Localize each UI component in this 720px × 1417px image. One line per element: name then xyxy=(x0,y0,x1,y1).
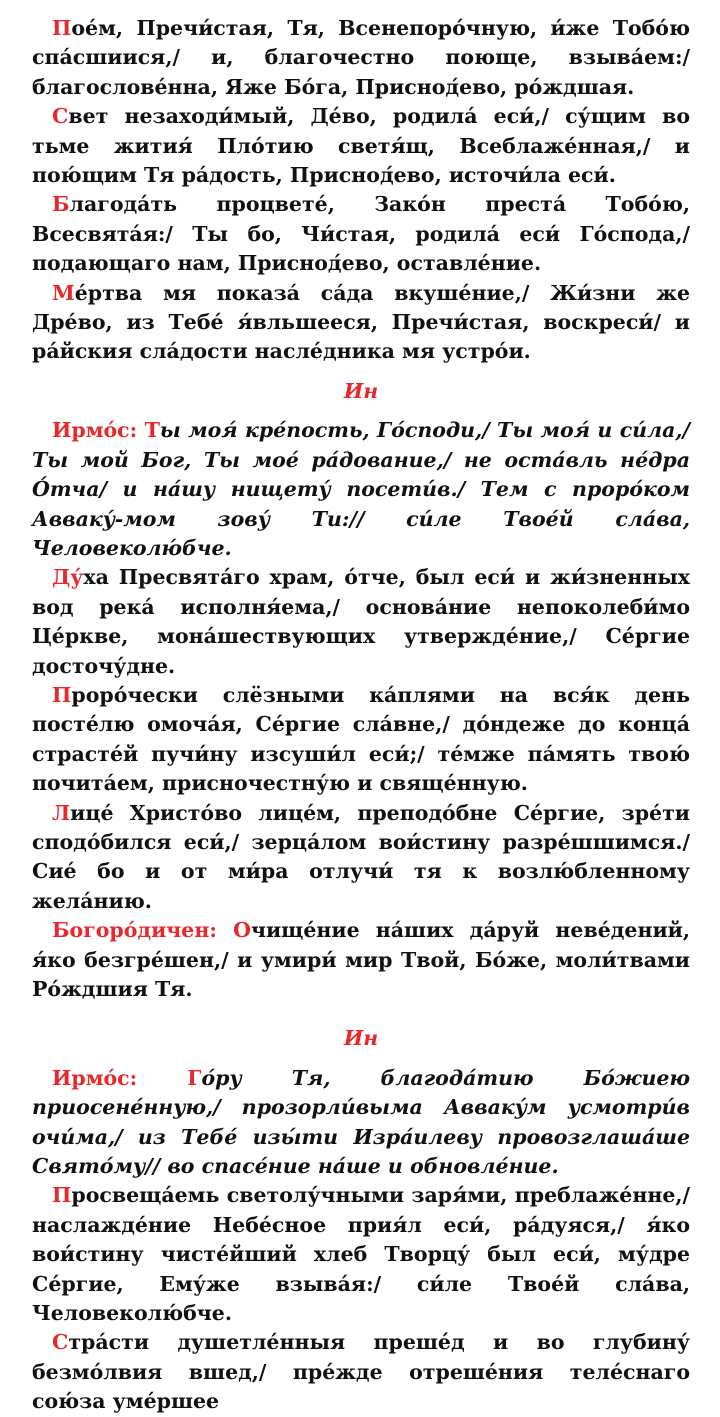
red-initial: С xyxy=(52,1330,69,1355)
troparion-text: е́ртва мя показа́ са́да вкуше́ние,/ Жи́зни же Дре́во, из Тебе́ я́вльшееся, Пречи́стая, воскреси́/ и ра́йския сла́дости насле́дника мя устро́и. xyxy=(32,280,690,364)
bogorodichen-text: чище́ние на́ших да́руй неве́дений, я́ко безгре́шен,/ и умири́ мир Твой, Бо́же, моли́твами Ро́ждшия Тя. xyxy=(32,918,691,1001)
troparion-2 xyxy=(32,102,690,190)
red-initial: С xyxy=(52,104,69,129)
troparion-text: росвеща́емь светолу́чными заря́ми, преблаже́нне,/ наслажде́ние Небе́сное прия́л еси́, ра́дуяся,/ я́ко вои́стину чисте́йший хлеб Творцу́ был еси́, му́дре Се́ргие, Ему́же взыва́я:/ си́ле Твое́й сла́ва, Человеколю́бче. xyxy=(32,1183,690,1326)
troparion-4 xyxy=(32,279,690,367)
irmos-label: Ирмо́с: Т xyxy=(52,418,160,443)
red-initial: Б xyxy=(52,192,70,217)
troparion-9 xyxy=(32,1328,690,1416)
troparion-6 xyxy=(32,681,690,799)
section-heading-in-2: Ин xyxy=(343,1026,379,1051)
troparion-text: роро́чески слёзными ка́плями на вся́к день посте́лю омоча́я, Се́ргие сла́вне,/ до́ндеже до конца́ страсте́й пучи́ну изсуши́л еси́;/ те́мже па́мять твою́ почита́ем, присночестну́ю и свяще́нную. xyxy=(32,682,690,796)
troparion-text: тра́сти душетле́нныя прешéд и во глубину́ безмо́лвия вшед,/ пре́жде отреше́ния теле́снаго сою́за уме́ршее xyxy=(32,1330,690,1414)
irmos-label: Ирмо́с: Г xyxy=(52,1065,202,1090)
troparion-5 xyxy=(32,563,690,681)
red-initial: П xyxy=(52,16,72,40)
red-initial: Ду́ xyxy=(52,565,84,590)
bogorodichen-label: Богоро́дичен: О xyxy=(52,918,251,943)
troparion-text: ое́м, Пречи́стая, Тя, Всенепоро́чную, и́же Тобо́ю спа́сшиися,/ и, благочестно поюще, взыва́ем:/ благослове́нна, Яже Бо́га, Приснод́ево, ро́ждшая. xyxy=(32,16,690,99)
troparion-text: лагода́ть процвете́, Зако́н преста́ Тобо́ю, Всесвятáя:/ Ты бо, Чи́стая, родила́ еси́ Го́спода,/ подающаго нам, Приснод́ево, оставле́ние. xyxy=(32,192,690,276)
troparion-7 xyxy=(32,799,690,917)
irmos-2 xyxy=(32,1064,690,1182)
irmos-text: о́ру Тя, благода́тию Бо́жиею приосене́нную,/ прозорли́выма Авваку́м усмотри́в очи́ма,/ из Тебе́ изы́ти Изра́илеву провозглаша́ше Свято́му// во спасе́ние на́ше и обновле́ние. xyxy=(32,1065,690,1179)
section-heading-in-1: Ин xyxy=(343,378,379,403)
irmos-text: ы моя́ кре́пость, Го́споди,/ Ты моя́ и си́ла,/ Ты мой Бог, Ты мое́ ра́дование,/ не оста́вль не́дра О́тча/ и на́шу нищету́ посети́в./ Тем с проро́ком Аввакý-мом зову́ Ти:// си́ле Твое́й сла́ва, Человеколю́бче. xyxy=(32,418,690,560)
troparion-8 xyxy=(32,1181,690,1328)
troparion-text: вет незаходи́мый, Де́во, родила́ еси́,/ су́щим во тьме жития́ Пло́тию светя́щ, Всеблаже́нная,/ и пою́щим Тя ра́дость, Приснод́ево, источи́ла еси́. xyxy=(32,104,690,188)
red-initial: М xyxy=(52,280,75,305)
red-initial: П xyxy=(52,1183,72,1208)
troparion-1 xyxy=(32,14,690,102)
troparion-text: ице́ Христо́во лице́м, преподо́бне Се́ргие, зре́ти сподо́бился еси́,/ зерца́лом вои́стину разре́шшимся./ Сие́ бо и от ми́ра отлучи́ тя к возлю́бленному жела́нию. xyxy=(32,800,690,913)
troparion-text: ха Пресвята́го храм, о́тче, был еси́ и жи́зненных вод река́ исполня́ема,/ основа́ние непоколеби́мо Це́ркве, мона́шествующих утвержде́ние,/ Се́ргие досточу́дне. xyxy=(32,565,690,678)
red-initial: Л xyxy=(52,800,71,825)
spacer xyxy=(32,1004,690,1014)
bogorodichen xyxy=(32,916,690,1004)
irmos-1 xyxy=(32,416,690,563)
troparion-3 xyxy=(32,190,690,278)
red-initial: П xyxy=(52,682,72,707)
